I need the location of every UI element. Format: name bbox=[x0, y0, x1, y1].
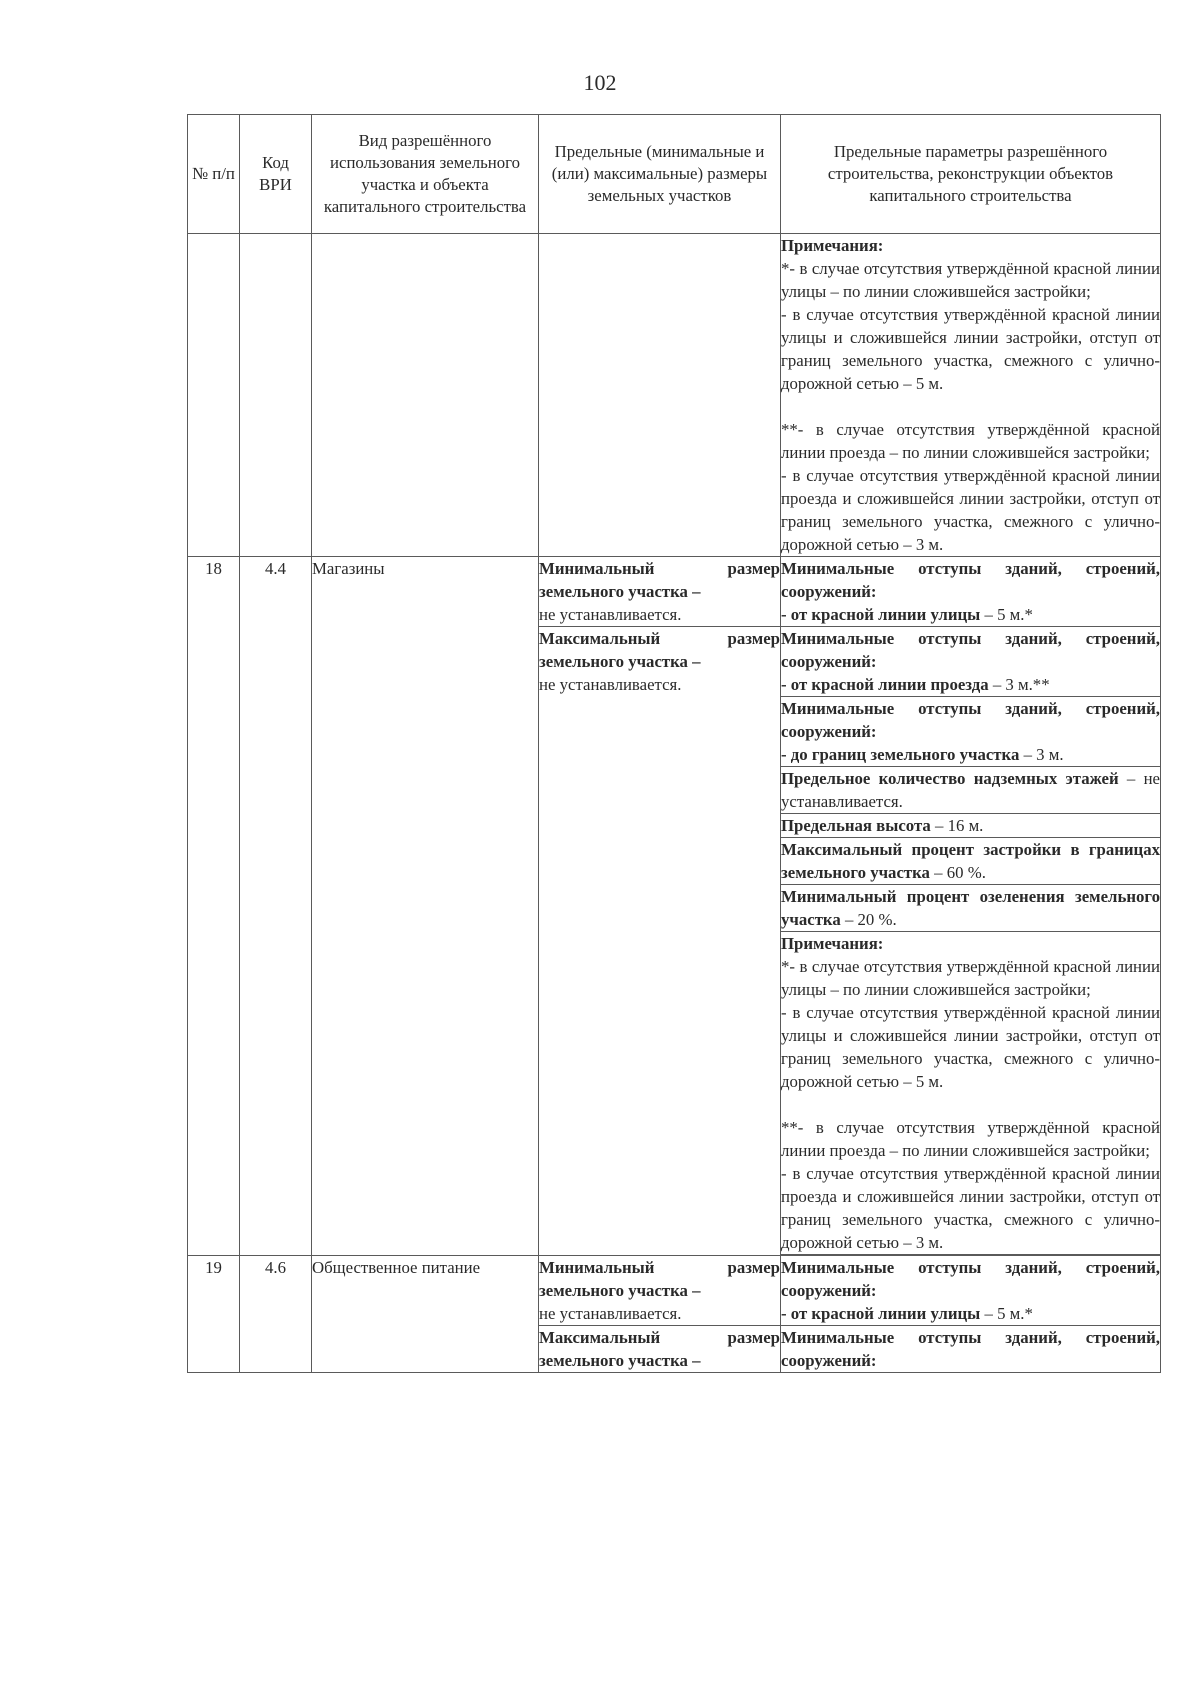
row18-notes-cell bbox=[781, 932, 1161, 1255]
row-number: 19 bbox=[188, 1256, 240, 1373]
header-code: Код ВРИ bbox=[240, 115, 312, 234]
param-indent-passage: Минимальные отступы зданий, строений, сооружений: bbox=[781, 1326, 1161, 1373]
param-height: Предельная высота – 16 м. bbox=[781, 814, 1161, 838]
param-build-percent: Максимальный процент застройки в границах земельного участка – 60 %. bbox=[781, 838, 1161, 885]
param-floors: Предельное количество надземных этажей – не устанавливается. bbox=[781, 767, 1161, 814]
zoning-parameters-table bbox=[187, 114, 1161, 1373]
param-green-percent: Минимальный процент озеленения земельного участка – 20 %. bbox=[781, 885, 1161, 932]
table-row-19 bbox=[188, 1256, 1161, 1326]
row-code: 4.4 bbox=[240, 557, 312, 1256]
row-use-name: Магазины bbox=[312, 557, 539, 1256]
row-number: 18 bbox=[188, 557, 240, 1256]
table-row-continued bbox=[188, 234, 1161, 557]
note-line: - в случае отсутствия утверждённой красной линии проезда и сложившейся линии застройки, отступ от границ земельного участка, смежного с улично-дорожной сетью – 3 м. bbox=[781, 466, 1160, 554]
note-line: **- в случае отсутствия утверждённой красной линии проезда – по линии сложившейся застройки; bbox=[781, 1118, 1160, 1160]
note-line: - в случае отсутствия утверждённой красной линии улицы и сложившейся линии застройки, отступ от границ земельного участка, смежного с улично-дорожной сетью – 5 м. bbox=[781, 1003, 1160, 1091]
min-plot-size: Минимальный размер земельного участка – не устанавливается. bbox=[539, 1256, 781, 1326]
param-indent-street: Минимальные отступы зданий, строений, сооружений: - от красной линии улицы – 5 м.* bbox=[781, 1256, 1161, 1326]
notes-title: Примечания: bbox=[781, 236, 884, 255]
note-line: **- в случае отсутствия утверждённой красной линии проезда – по линии сложившейся застройки; bbox=[781, 420, 1160, 462]
param-indent-passage: Минимальные отступы зданий, строений, сооружений: - от красной линии проезда – 3 м.** bbox=[781, 627, 1161, 697]
note-line: - в случае отсутствия утверждённой красной линии улицы и сложившейся линии застройки, отступ от границ земельного участка, смежного с улично-дорожной сетью – 5 м. bbox=[781, 305, 1160, 393]
max-plot-size: Максимальный размер земельного участка – bbox=[539, 1326, 781, 1373]
note-line: *- в случае отсутствия утверждённой красной линии улицы – по линии сложившейся застройки; bbox=[781, 259, 1160, 301]
header-use-type: Вид разрешённого использования земельного участка и объекта капитального строительства bbox=[312, 115, 539, 234]
continued-notes-cell bbox=[781, 234, 1161, 557]
header-plot-size: Предельные (минимальные и (или) максимальные) размеры земельных участков bbox=[539, 115, 781, 234]
param-indent-street: Минимальные отступы зданий, строений, сооружений: - от красной линии улицы – 5 м.* bbox=[781, 557, 1161, 627]
min-plot-size: Минимальный размер земельного участка – не устанавливается. bbox=[539, 557, 781, 627]
note-line: *- в случае отсутствия утверждённой красной линии улицы – по линии сложившейся застройки; bbox=[781, 957, 1160, 999]
header-params: Предельные параметры разрешённого строительства, реконструкции объектов капитального строительства bbox=[781, 115, 1161, 234]
max-plot-size: Максимальный размер земельного участка – не устанавливается. bbox=[539, 627, 781, 1256]
table-header-row bbox=[188, 115, 1161, 234]
row-code: 4.6 bbox=[240, 1256, 312, 1373]
row-use-name: Общественное питание bbox=[312, 1256, 539, 1373]
table-row-18 bbox=[188, 557, 1161, 627]
header-num: № п/п bbox=[188, 115, 240, 234]
note-line: - в случае отсутствия утверждённой красной линии проезда и сложившейся линии застройки, отступ от границ земельного участка, смежного с улично-дорожной сетью – 3 м. bbox=[781, 1164, 1160, 1252]
notes-title: Примечания: bbox=[781, 934, 884, 953]
param-indent-plot-border: Минимальные отступы зданий, строений, сооружений: - до границ земельного участка – 3 м. bbox=[781, 697, 1161, 767]
page-number: 102 bbox=[583, 70, 617, 95]
